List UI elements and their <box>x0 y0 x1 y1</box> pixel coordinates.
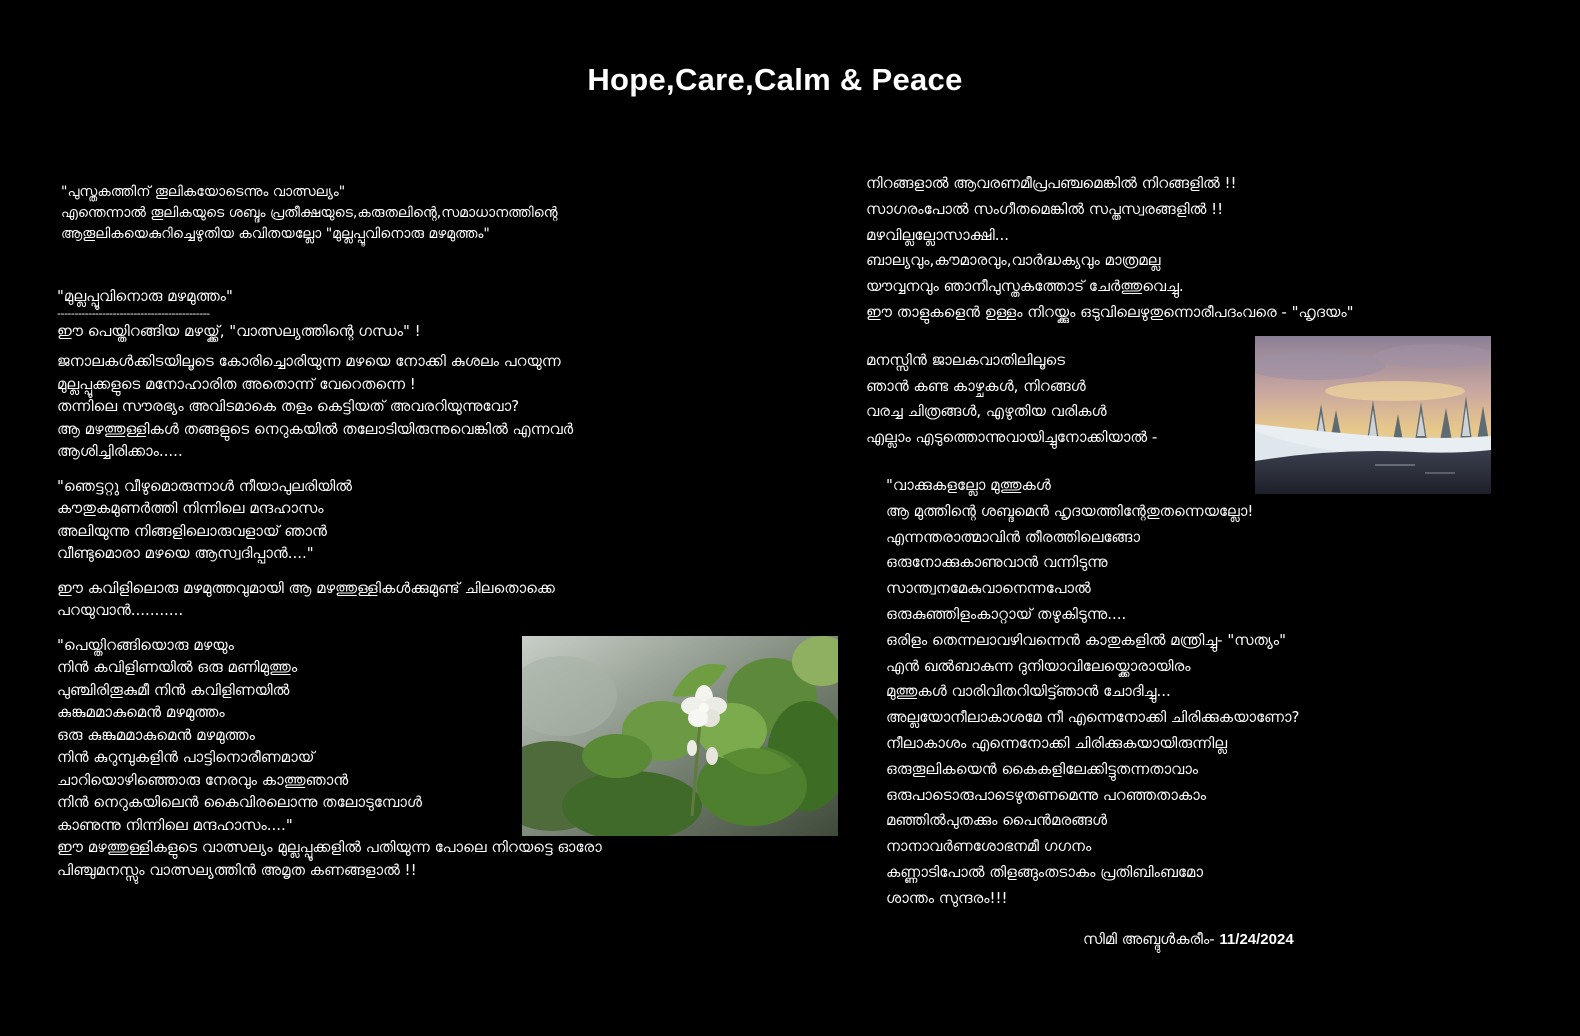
verse-line: ഒരിളം തെന്നലാവഴിവന്നെൻ കാതുകളിൽ മന്ത്രിച്ചു- "സത്യം" <box>886 630 1286 649</box>
page-title: Hope,Care,Calm & Peace <box>587 62 963 97</box>
verse-line: വരച്ച ചിത്രങ്ങൾ, എഴുതിയ വരികൾ <box>866 402 1107 421</box>
separator-line: -------------------------------------------- <box>57 306 210 320</box>
verse-line: പിഞ്ചുമനസ്സും വാത്സല്യത്തിൻ അമൃത കണങ്ങളാൽ !! <box>57 860 417 879</box>
verse-line: എൻ ഖൽബാകുന്ന ദുനിയാവിലേയ്ക്കൊരായിരം <box>886 656 1191 675</box>
verse-line: എന്നന്തരാത്മാവിൻ തീരത്തിലെങ്ങോ <box>886 527 1140 546</box>
verse-line: നിൻ കവിളിണയിൽ ഒരു മണിമുത്തും <box>57 658 298 676</box>
verse-line: കുങ്കുമമാകുമെൻ മഴമുത്തം <box>57 703 225 721</box>
verse-line: തന്നിലെ സൗരഭ്യം അവിടമാകെ തളം കെട്ടിയത് അവരറിയുന്നുവോ? <box>57 397 520 415</box>
stanza <box>57 475 837 565</box>
verse-line: നിറങ്ങളാൽ ആവരണമീപ്രപഞ്ചമെങ്കിൽ നിറങ്ങളിൽ !! <box>866 174 1237 192</box>
verse-line: മഴവില്ലല്ലോസാക്ഷി... <box>866 225 1010 244</box>
signature-date: 11/24/2024 <box>1219 931 1294 948</box>
verse-line: ഈ കവിളിലൊരു മഴമുത്തവുമായി ആ മഴത്തുള്ളികൾക്കുമുണ്ട് ചിലതൊക്കെ <box>57 578 555 597</box>
verse-line: സാഗരംപോൽ സംഗീതമെങ്കിൽ സപ്തസ്വരങ്ങളിൽ !! <box>866 199 1224 218</box>
verse-line: അല്ലയോനീലാകാശമേ നീ എന്നെനോക്കി ചിരിക്കുകയാണോ? <box>886 708 1300 727</box>
verse-line: "പെയ്തിറങ്ങിയൊരു മഴയും <box>57 635 234 654</box>
stanza <box>866 473 1566 912</box>
author-name: സിമി അബ്ദുൾകരീം- <box>1083 930 1215 948</box>
verse-line: സാന്ത്വനമേകുവാനെന്നപോൽ <box>886 579 1091 598</box>
verse-line: "ഞെട്ടറ്റു വീഴുമൊരുന്നാൾ നീയാപുലരിയിൽ <box>57 476 352 495</box>
verse-line: ആ മഴത്തുള്ളികൾ തങ്ങളുടെ നെറുകയിൽ തലോടിയിരുന്നുവെങ്കിൽ എന്നവർ <box>57 419 574 438</box>
right-column <box>866 171 1566 912</box>
verse-line: ആശിച്ചിരിക്കാം..... <box>57 442 183 460</box>
verse-line: ഒരുതൂലികയെൻ കൈകളിലേക്കിട്ടുതന്നതാവാം <box>886 759 1199 778</box>
verse-line: യൗവ്വനവും ഞാനീപുസ്തകത്തോട് ചേർത്തുവെച്ചു. <box>866 277 1184 296</box>
verse-line: ചാറിയൊഴിഞ്ഞൊരു നേരവും കാത്തുഞാൻ <box>57 770 349 789</box>
verse-line: ഒരുകുഞ്ഞിളംകാറ്റായ് തഴുകിടുന്നു.... <box>886 604 1127 623</box>
verse-line: മുത്തുകൾ വാരിവിതറിയിട്ട്ഞാൻ ചോദിച്ചു... <box>886 682 1171 701</box>
poem-subtitle: ഈ പെയ്തിറങ്ങിയ മഴയ്ക്ക്, "വാത്സല്യത്തിന്റെ ഗന്ധം" ! <box>57 321 421 340</box>
verse-line: ശാന്തം സുന്ദരം!!! <box>886 888 1008 907</box>
verse-line: ഒരുപാടൊരുപാടെഴുതണമെന്നു പറഞ്ഞതാകാം <box>886 785 1207 804</box>
winter-landscape-image <box>1255 336 1491 494</box>
verse-line: കൗതുകമുണർത്തി നിന്നിലെ മന്ദഹാസം <box>57 499 324 517</box>
verse-line: നിൻ നെറുകയിലെൻ കൈവിരലൊന്നു തലോടുമ്പോൾ <box>57 793 422 811</box>
verse-line: നാനാവർണശോഭനമീ ഗഗനം <box>886 837 1092 856</box>
verse-line: ജനാലകൾക്കിടയിലൂടെ കോരിച്ചൊരിയുന്ന മഴയെ നോക്കി കുശലം പറയുന്ന <box>57 352 561 370</box>
verse-line: ഞാൻ കണ്ട കാഴ്ചകൾ, നിറങ്ങൾ <box>866 376 1086 395</box>
verse-line: നിൻ കുറുമ്പുകളിൻ പാട്ടിനൊരീണമായ് <box>57 748 315 766</box>
intro-line: എന്തെന്നാൽ തൂലികയുടെ ശബ്ദം പ്രതീക്ഷയുടെ,കരുതലിന്റെ,സമാധാനത്തിന്റെ <box>61 205 558 221</box>
verse-line: എല്ലാം എടുത്തൊന്നുവായിച്ചുനോക്കിയാൽ - <box>866 428 1158 447</box>
verse-line: വീണ്ടുമൊരാ മഴയെ ആസ്വദിപ്പാൻ...." <box>57 544 314 562</box>
intro-line: "പുസ്തകത്തിന് തൂലികയോടെന്നും വാത്സല്യം" <box>61 184 346 200</box>
verse-line: ഈ മഴത്തുള്ളികളുടെ വാത്സല്യം മുല്ലപ്പൂക്കളിൽ പതിയുന്ന പോലെ നിറയട്ടെ ഓരോ <box>57 838 602 856</box>
verse-line: നീലാകാശം എന്നെനോക്കി ചിരിക്കുകയായിരുന്നില്ല <box>886 733 1228 752</box>
stanza <box>866 171 1566 326</box>
stanza <box>57 350 837 463</box>
intro-line: ആതൂലികയെകുറിച്ചെഴുതിയ കവിതയല്ലോ "മുല്ലപ്പൂവിനൊരു മഴമുത്തം" <box>61 226 490 242</box>
verse-line: പറയുവാൻ........... <box>57 601 184 619</box>
verse-line: ബാല്യവും,കൗമാരവും,വാർദ്ധക്യവും മാത്രമല്ല <box>866 251 1161 270</box>
verse-line: ഒരുനോക്കുകാണുവാൻ വന്നിടുന്നു <box>886 553 1108 572</box>
verse-line: ഈ താളുകളെൻ ഉള്ളം നിറയ്ക്കും ഒടുവിലെഴുതുന്നൊരീപദംവരെ - "ഹൃദയം" <box>866 302 1354 321</box>
poem-title: "മുല്ലപ്പൂവിനൊരു മഴമുത്തം" <box>57 287 233 305</box>
signature <box>1083 930 1294 948</box>
verse-line: ഒരു കുങ്കുമമാകുമെൻ മഴമുത്തം <box>57 725 255 744</box>
verse-line: കണ്ണാടിപോൽ തിളങ്ങുംതടാകം പ്രതിബിംബമോ <box>886 862 1203 881</box>
verse-line: മഞ്ഞിൽപുതക്കും പൈൻമരങ്ങൾ <box>886 811 1108 830</box>
verse-line: കാണുന്നു നിന്നിലെ മന്ദഹാസം...." <box>57 815 293 834</box>
stanza <box>57 577 837 622</box>
verse-line: പുഞ്ചിരിതൂകുമീ നിൻ കവിളിണയിൽ <box>57 680 290 699</box>
verse-line: മുല്ലപ്പൂക്കളുടെ മനോഹാരിത അതൊന്ന് വേറെതന്നെ ! <box>57 374 416 393</box>
verse-line: ആ മുത്തിന്റെ ശബ്ദമെൻ ഹൃദയത്തിന്റേതുതന്നെയല്ലോ! <box>886 501 1254 520</box>
verse-line: അലിയുന്നു നിങ്ങളിലൊരുവളായ് ഞാൻ <box>57 521 327 540</box>
verse-line: മനസ്സിൻ ജാലകവാതിലിലൂടെ <box>866 350 1066 369</box>
jasmine-flower-image <box>522 636 838 836</box>
verse-line: "വാക്കുകളല്ലോ മുത്തുകൾ <box>886 475 1051 494</box>
intro-block <box>57 182 837 245</box>
